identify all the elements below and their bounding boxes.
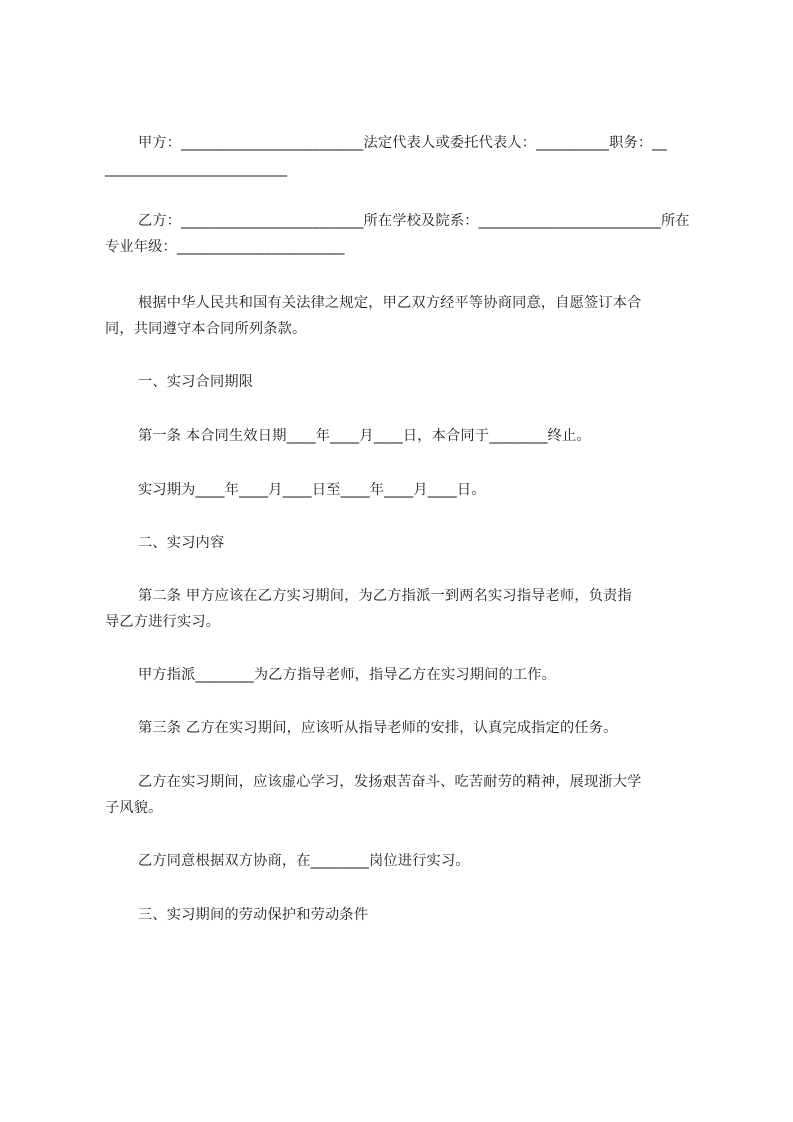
party-b-line-2: 专业年级：_______________________: [105, 239, 345, 255]
study-line-2: 子风貌。: [105, 800, 163, 816]
internship-position: 乙方同意根据双方协商，在________岗位进行实习。: [138, 853, 470, 869]
study-line-1: 乙方在实习期间，应该虚心学习，发扬艰苦奋斗、吃苦耐劳的精神，展现浙大学: [138, 774, 642, 790]
party-a-line-2: _________________________: [105, 161, 288, 177]
section-3-title: 三、实习期间的劳动保护和劳动条件: [138, 907, 369, 923]
article-2-line-2: 导乙方进行实习。: [105, 614, 221, 630]
section-1-title: 一、实习合同期限: [138, 374, 254, 390]
section-2-title: 二、实习内容: [138, 535, 225, 551]
internship-period: 实习期为____年____月____日至____年____月____日。: [138, 482, 486, 498]
intro-line-2: 同，共同遵守本合同所列条款。: [105, 321, 307, 337]
party-a-line-1: 甲方：_________________________法定代表人或委托代表人：__________职务：__: [138, 135, 667, 151]
intro-line-1: 根据中华人民共和国有关法律之规定，甲乙双方经平等协商同意，自愿签订本合: [138, 295, 642, 311]
article-2-line-1: 第二条 甲方应该在乙方实习期间，为乙方指派一到两名实习指导老师，负责指: [138, 588, 632, 604]
article-3: 第三条 乙方在实习期间，应该听从指导老师的安排，认真完成指定的任务。: [138, 720, 618, 736]
article-1: 第一条 本合同生效日期____年____月____日，本合同于________终止。: [138, 428, 591, 444]
assign-teacher: 甲方指派________为乙方指导老师，指导乙方在实习期间的工作。: [138, 667, 557, 683]
party-b-line-1: 乙方：_________________________所在学校及院系：_________________________所在: [138, 213, 690, 229]
